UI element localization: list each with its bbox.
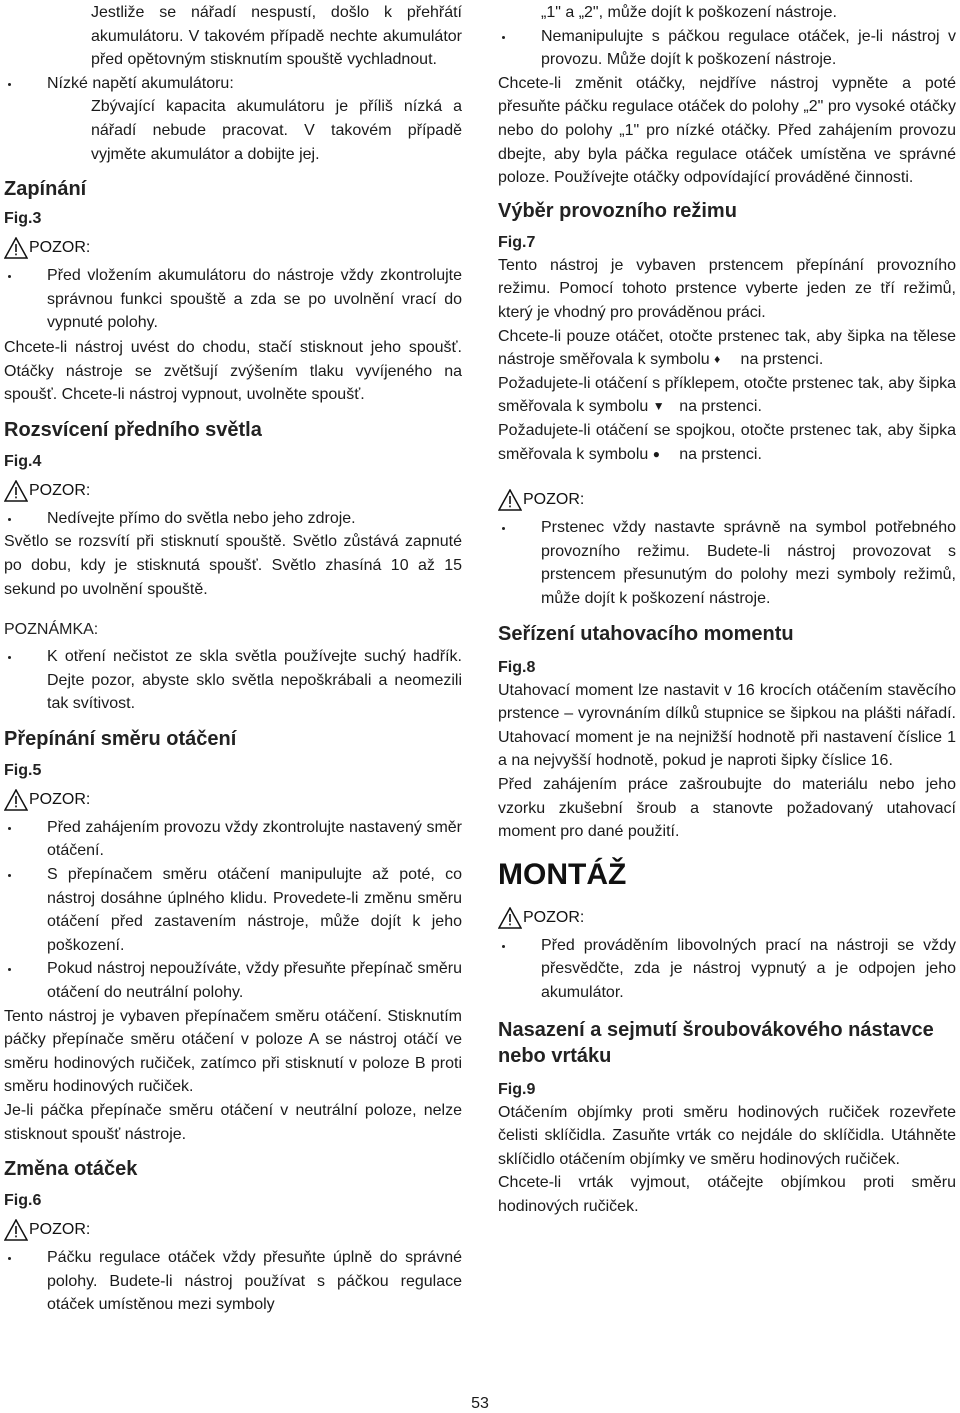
heading-nasazeni: Nasazení a sejmutí šroubovákového nástavce nebo vrtáku [498,1018,934,1067]
bullet-item: S přepínačem směru otáčení manipulujte až poté, co nástroj dosáhne úplného klidu. Provedete-li změnu směru otáčení před zastavením nástroje, může dojít k jeho poškození. [4,863,462,957]
pozor-text: POZOR: [29,481,91,499]
fig9-label: Fig.9 [498,1080,536,1098]
inline-text: na prstenci. [740,351,824,369]
paragraph [498,419,956,466]
inline-text: na prstenci. [679,445,762,463]
paragraph: Otáčením objímky proti směru hodinových ručiček rozevřete čelisti sklíčidla. Zasuňte vrták co nejdále do sklíčidla. Utáhněte sklíčidlo otáčením objímky ve směru hodinových ručiček. [498,1103,956,1168]
pozor-text: POZOR: [29,239,91,257]
paragraph: Před zahájením práce zašroubujte do materiálu nebo jeho vzorku zkušební šroub a stanovte požadovaný utahovací moment pro dané použití. [498,775,956,841]
bullet-item: Páčku regulace otáček vždy přesuňte úplně do správné polohy. Budete-li nástroj používat s páčkou regulace otáček umístěnou mezi symboly [4,1246,462,1317]
right-column [498,0,956,1218]
low-voltage-text: Zbývající kapacita akumulátoru je příliš nízká a nářadí nebude pracovat. V takovém případě vyjměte akumulátor a dobijte jej. [91,98,462,163]
heading-svetlo: Rozsvícení předního světla [4,418,262,441]
warning-triangle-icon [4,789,28,811]
warning-triangle-icon [498,489,522,511]
paragraph: Tento nástroj je vybaven přepínačem směru otáčení. Stisknutím páčky přepínače směru otáčení v poloze A se nástroj otáčí ve směru hodinových ručiček, zatímco při stisknutí v poloze B proti směru hodinových ručiček. [4,1007,462,1096]
screw-mode-icon: ● [652,446,660,461]
paragraph: Je-li páčka přepínače směru otáčení v neutrální poloze, nelze stisknout spoušť nástroje. [4,1102,462,1143]
bullet-item: Před zahájením provozu vždy zkontrolujte nastavený směr otáčení. [4,816,462,863]
note-label: POZNÁMKA: [4,621,99,639]
warning-label [4,236,462,260]
bullet-item: K otření nečistot ze skla světla používejte suchý hadřík. Dejte pozor, abyste sklo světla nepoškrábali a neomezili tak svítivost. [4,645,462,716]
warning-triangle-icon [4,1219,28,1241]
pozor-text: POZOR: [523,491,585,509]
hammer-mode-icon: ▼ [652,399,665,414]
paragraph: Chcete-li nástroj uvést do chodu, stačí stisknout jeho spoušť. Otáčky nástroje se zvětšují zvýšením tlaku vyvíjeného na spoušť. Chcete-li nástroj vypnout, uvolněte spoušť. [4,338,462,404]
page-number: 53 [471,1395,489,1412]
inline-text: Chcete-li pouze otáčet, otočte prstenec tak, aby šipka na tělese nástroje směřovala k symbolu [498,327,956,369]
paragraph: Chcete-li změnit otáčky, nejdříve nástroj vypněte a poté přesuňte páčku regulace otáček do polohy „2" pro vysoké otáčky nebo do polohy „1" pro nízké otáčky. Před zahájením provozu dbejte, aby byla páčka regulace otáček umístěna ve správné poloze. Používejte otáčky odpovídající prováděné činnosti. [498,74,956,187]
bullet-item: Prstenec vždy nastavte správně na symbol potřebného provozního režimu. Budete-li nástroj provozovat s prstencem přesunutým do polohy mezi symboly režimů, může dojít k poškození nástroje. [498,516,956,610]
warning-triangle-icon [4,480,28,502]
warning-triangle-icon [498,907,522,929]
bullet-item: Nedívejte přímo do světla nebo jeho zdroje. [4,507,462,531]
left-column [4,0,462,1317]
paragraph: Světlo se rozsvítí při stisknutí spouště. Světlo zůstává zapnuté po dobu, kdy je stisknutá spoušť. Světlo zhasíná 10 až 15 sekund po uvolnění spouště. [4,533,462,598]
paragraph: Chcete-li vrták vyjmout, otáčejte objímkou proti směru hodinových ručiček. [498,1174,956,1215]
heading-zapinani: Zapínání [4,178,87,201]
bullet-item: Pokud nástroj nepoužíváte, vždy přesuňte přepínač směru otáčení do neutrální polohy. [4,957,462,1004]
fig6-label: Fig.6 [4,1192,42,1210]
inline-text: Požadujete-li otáčení se spojkou, otočte prstenec tak, aby šipka směřovala k symbolu [498,421,956,463]
low-voltage-title: Nízké napětí akumulátoru: [4,72,462,96]
heading-montaz: MONTÁŽ [498,857,627,891]
warning-label [4,1218,462,1242]
warning-label [498,906,956,930]
paragraph [498,372,956,419]
fig5-label: Fig.5 [4,761,42,779]
bullet-continuation: „1" a „2", může dojít k poškození nástroje. [541,4,837,21]
warning-label [498,488,956,512]
warning-label [4,479,462,503]
heading-smer: Přepínání směru otáčení [4,727,237,750]
warning-triangle-icon [4,237,28,259]
warning-label [4,788,462,812]
bullet-item: Před prováděním libovolných prací na nástroji se vždy přesvědčte, zda je nástroj vypnutý a je odpojen jeho akumulátor. [498,934,956,1005]
heading-otacky: Změna otáček [4,1158,138,1181]
fig7-label: Fig.7 [498,233,536,251]
heading-moment: Seřízení utahovacího momentu [498,622,794,645]
paragraph [498,325,956,372]
heading-rezim: Výběr provozního režimu [498,199,737,222]
pozor-text: POZOR: [29,1221,91,1239]
fig4-label: Fig.4 [4,452,42,470]
bullet-item: Nemanipulujte s páčkou regulace otáček, je-li nástroj v provozu. Může dojít k poškození nástroje. [498,25,956,72]
fig3-label: Fig.3 [4,210,42,228]
fig8-label: Fig.8 [498,658,536,676]
bullet-item: Před vložením akumulátoru do nástroje vždy zkontrolujte správnou funkci spouště a zda se po uvolnění vrací do vypnuté polohy. [4,264,462,335]
paragraph: Utahovací moment lze nastavit v 16 krocích otáčením stavěcího prstence – vyrovnáním dílků stupnice se šipkou na plášti nářadí. Utahovací moment je na nejnižší hodnotě při nastavení číslice 1 a na nejvyšší hodnotě, pokud je naproti šipky číslice 16. [498,681,956,770]
paragraph: Tento nástroj je vybaven prstencem přepínání provozního režimu. Pomocí tohoto prstence vyberte jeden ze tří režimů, který je vhodný pro prováděnou práci. [498,256,956,321]
pozor-text: POZOR: [29,790,91,808]
overheat-text: Jestliže se nářadí nespustí, došlo k přehřátí akumulátoru. V takovém případě nechte akumulátor před opětovným stisknutím spouště vychladnout. [91,4,462,69]
inline-text: Požadujete-li otáčení s příklepem, otočte prstenec tak, aby šipka směřovala k symbolu [498,374,956,416]
pozor-text: POZOR: [523,908,585,926]
drill-mode-icon: ♦ [714,352,721,367]
inline-text: na prstenci. [679,398,762,416]
